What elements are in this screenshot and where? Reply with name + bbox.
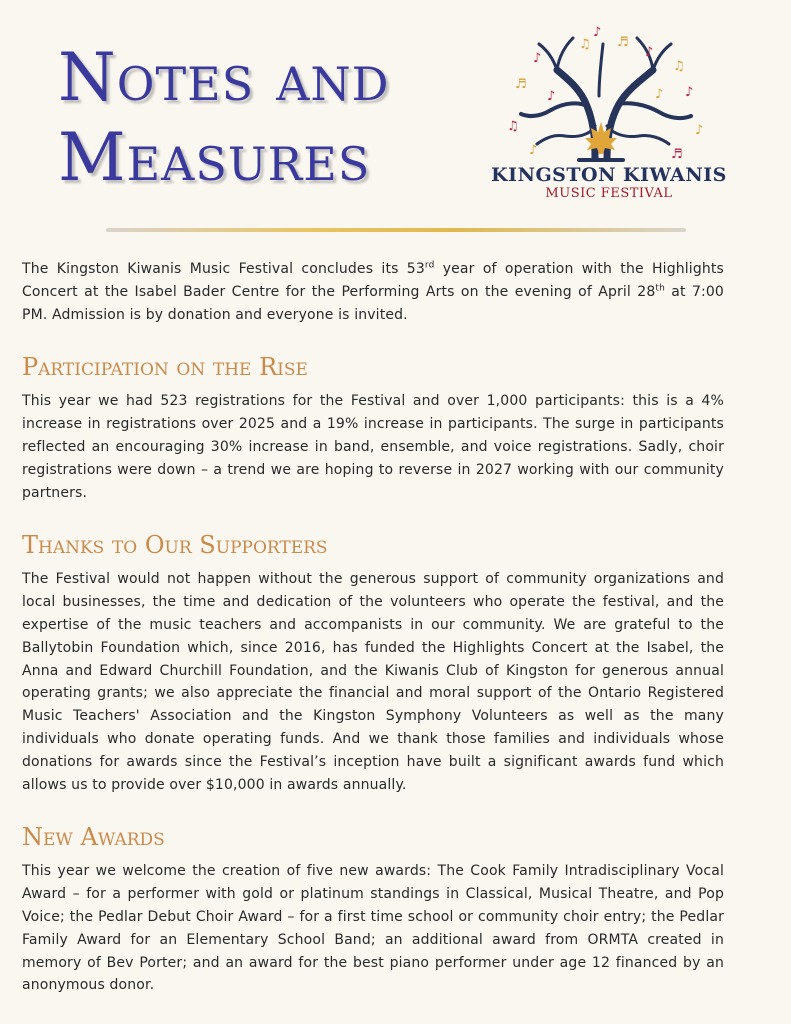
svg-text:♫: ♫ [579,37,591,52]
svg-text:♬: ♬ [671,147,683,162]
section-body-new-awards: This year we welcome the creation of five new awards: The Cook Family Intradisciplinary Vocal Award – for a performer with gold or platinum standings in Classical, Musical Theatre, and Pop Voice; the Pedlar Debut Choir Award – for a first time school or community choir entry; the Pedlar Family Award for an Elementary School Band; an additional award from ORMTA created in memory of Bev Porter; and an award for the best piano performer under age 12 financed by an anonymous donor. [22,863,724,994]
svg-text:♪: ♪ [645,45,654,60]
svg-text:♪: ♪ [695,123,704,138]
svg-text:♬: ♬ [617,35,629,50]
article-body [22,258,724,997]
svg-text:♪: ♪ [547,89,556,104]
svg-text:♫: ♫ [673,59,685,74]
logo-festival-subtitle: MUSIC FESTIVAL [545,186,673,201]
svg-text:♪: ♪ [533,51,542,66]
section-body-supporters: The Festival would not happen without the generous support of community organizations and local businesses, the time and dedication of the volunteers who operate the festival, and the expertise of the music teachers and accompanists in our community. We are grateful to the Ballytobin Foundation which, since 2016, has funded the Highlights Concert at the Isabel, the Anna and Edward Churchill Foundation, and the Kiwanis Club of Kingston for generous annual operating grants; we also appreciate the financial and moral support of the Ontario Registered Music Teachers' Association and the Kingston Symphony Volunteers as well as the many individuals who donate operating funds. And we thank those families and individuals whose donations for awards since the Festival’s inception have built a significant awards fund which allows us to provide over $10,000 in awards annually. [22,571,724,793]
newsletter-title [58,38,390,198]
title-line-1: Notes and [58,39,390,116]
title-line-2: Measures [58,119,371,196]
title-divider [106,228,686,232]
section-body-participation: This year we had 523 registrations for the Festival and over 1,000 participants: this is a 4% increase in registrations over 2025 and a 19% increase in participants. The surge in participants reflected an encouraging 30% increase in band, ensemble, and voice registrations. Sadly, choir registrations were down – a trend we are hoping to reverse in 2027 working with our community partners. [22,393,724,501]
section-heading-new-awards: New Awards [22,823,165,852]
section-heading-participation: Participation on the Rise [22,353,308,382]
svg-text:♪: ♪ [655,87,664,102]
logo-organization-name: KINGSTON KIWANIS [491,164,727,186]
svg-text:♫: ♫ [507,119,519,134]
svg-text:♪: ♪ [529,143,538,158]
section-heading-supporters: Thanks to Our Supporters [22,531,328,560]
svg-text:♬: ♬ [515,77,527,92]
intro-paragraph: The Kingston Kiwanis Music Festival concludes its 53rd year of operation with the Highlights Concert at the Isabel Bader Centre for the Performing Arts on the evening of April 28th at 7:00 PM. Admission is by donation and everyone is invited. [22,260,724,323]
svg-text:♪: ♪ [685,85,694,100]
svg-text:♪: ♪ [593,26,602,40]
